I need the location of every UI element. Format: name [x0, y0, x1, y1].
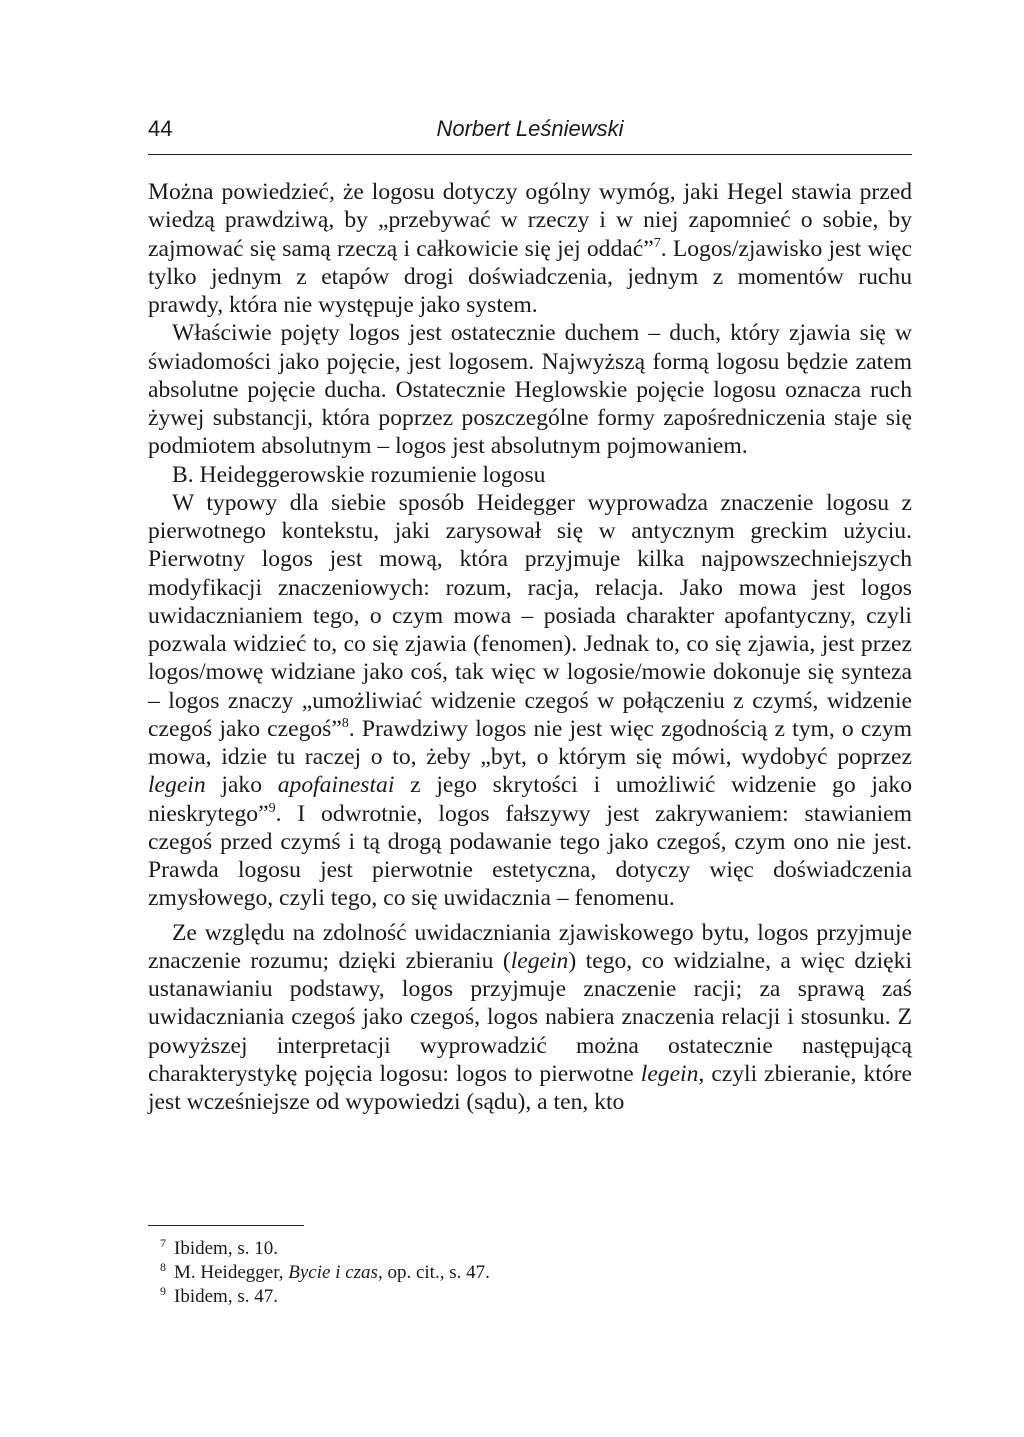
term-apofainestai: apofainestai [277, 772, 395, 799]
footnote-ref-8: 8 [341, 715, 349, 731]
paragraph-3-part-d: z jego skrytości i umożliwić widzenie go jako nieskrytego” [148, 772, 912, 827]
paragraph-3-part-e: . I odwrotnie, logos fałszywy jest zakrywaniem: stawianiem czegoś przed czymś i tą drogą podawanie tego jako czegoś, czym ono nie jest. Prawda logosu jest pierwotnie estetyczna, dotyczy więc doświadczenia zmysłowego, czyli tego, co się uwidacznia – fenomenu. [148, 800, 912, 912]
footnote-book-title: Bycie i czas [288, 1262, 378, 1283]
footnote-ref-7: 7 [653, 235, 661, 251]
paragraph-3-part-b: . Prawdziwy logos nie jest więc zgodnością z tym, o czym mowa, idzie tu raczej o to, żeby „byt, o którym się mówi, wydobyć poprzez [148, 715, 912, 770]
section-heading: B. Heideggerowskie rozumienie logosu [172, 461, 546, 488]
footnote-text: M. Heidegger, [174, 1262, 289, 1283]
paragraph-3-part-c: jako [205, 772, 278, 799]
main-text [148, 178, 912, 1116]
footnote-item: 8 M. Heidegger, Bycie i czas, op. cit., s. 47. [160, 1260, 490, 1283]
footnotes [160, 1237, 900, 1309]
running-head-author: Norbert Leśniewski [436, 116, 624, 141]
paragraph-3-part-a: W typowy dla siebie sposób Heidegger wyprowadza znaczenie logosu z pierwotnego kontekstu, jaki zarysował się w antycznym greckim użyciu. Pierwotny logos jest mową, która przyjmuje kilka najpowszechniejszych modyfikacji znaczeniowych: rozum, racja, relacja. Jako mowa jest logos uwidacznianiem tego, o czym mowa – posiada charakter apofantyczny, czyli pozwala widzieć to, co się zjawia (fenomen). Jednak to, co się zjawia, jest przez logos/mowę widziane jako coś, tak więc w logosie/mowie dokonuje się synteza – logos znaczy „umożliwiać widzenie czegoś w połączeniu z czymś, widzenie czegoś jako czegoś” [148, 489, 912, 742]
paragraph-1-tail: . Logos/zjawisko jest więc tylko jednym z etapów drogi doświadczenia, jednym z momentów ruchu prawdy, która nie występuje jako system. [148, 235, 912, 318]
paragraph-4 [148, 919, 912, 1117]
footnote-separator [148, 1225, 304, 1226]
term-legein: legein [640, 1060, 699, 1087]
paragraph-1 [148, 178, 912, 319]
page-number: 44 [148, 116, 173, 141]
footnote-ref-9: 9 [268, 800, 276, 816]
footnote-text: , op. cit., s. 47. [377, 1262, 490, 1283]
footnote-text: Ibidem, s. 47. [174, 1286, 278, 1307]
term-legein: legein [148, 772, 206, 799]
paragraph-3 [148, 489, 912, 913]
footnote-text: Ibidem, s. 10. [174, 1238, 278, 1259]
paragraph-2: Właściwie pojęty logos jest ostatecznie duchem – duch, który zjawia się w świadomości jako pojęcie, jest logosem. Najwyższą formą logosu będzie zatem absolutne pojęcie ducha. Ostatecznie Heglowskie pojęcie logosu oznacza ruch żywej substancji, która poprzez poszczególne formy zapośredniczenia staje się podmiotem absolutnym – logos jest absolutnym pojmowaniem. [148, 320, 912, 460]
paragraph-4-part-b: ) tego, co widzialne, a więc dzięki ustanawianiu podstawy, logos przyjmuje znaczenie racji; za sprawą zaś uwidaczniania czegoś jako czegoś, logos nabiera znaczenia relacji i stosunku. Z powyższej interpretacji wyprowadzić można ostatecznie następującą charakterystykę pojęcia logosu: logos to pierwotne [148, 947, 912, 1087]
term-legein: legein [510, 947, 569, 974]
paragraph-4-part-c: , czyli zbieranie, które jest wcześniejsze od wypowiedzi (sądu), a ten, kto [148, 1060, 912, 1115]
running-header [148, 116, 912, 155]
paragraph-1-text: Można powiedzieć, że logosu dotyczy ogólny wymóg, jaki Hegel stawia przed wiedzą prawdziwą, by „przebywać w rzeczy i w niej zapomnieć o sobie, by zajmować się samą rzeczą i całkowicie się jej oddać” [148, 179, 912, 262]
footnote-item: 7 Ibidem, s. 10. [160, 1236, 278, 1259]
footnote-item: 9 Ibidem, s. 47. [160, 1284, 278, 1307]
paragraph-4-part-a: Ze względu na zdolność uwidaczniania zjawiskowego bytu, logos przyjmuje znaczenie rozumu; dzięki zbieraniu ( [148, 919, 912, 974]
